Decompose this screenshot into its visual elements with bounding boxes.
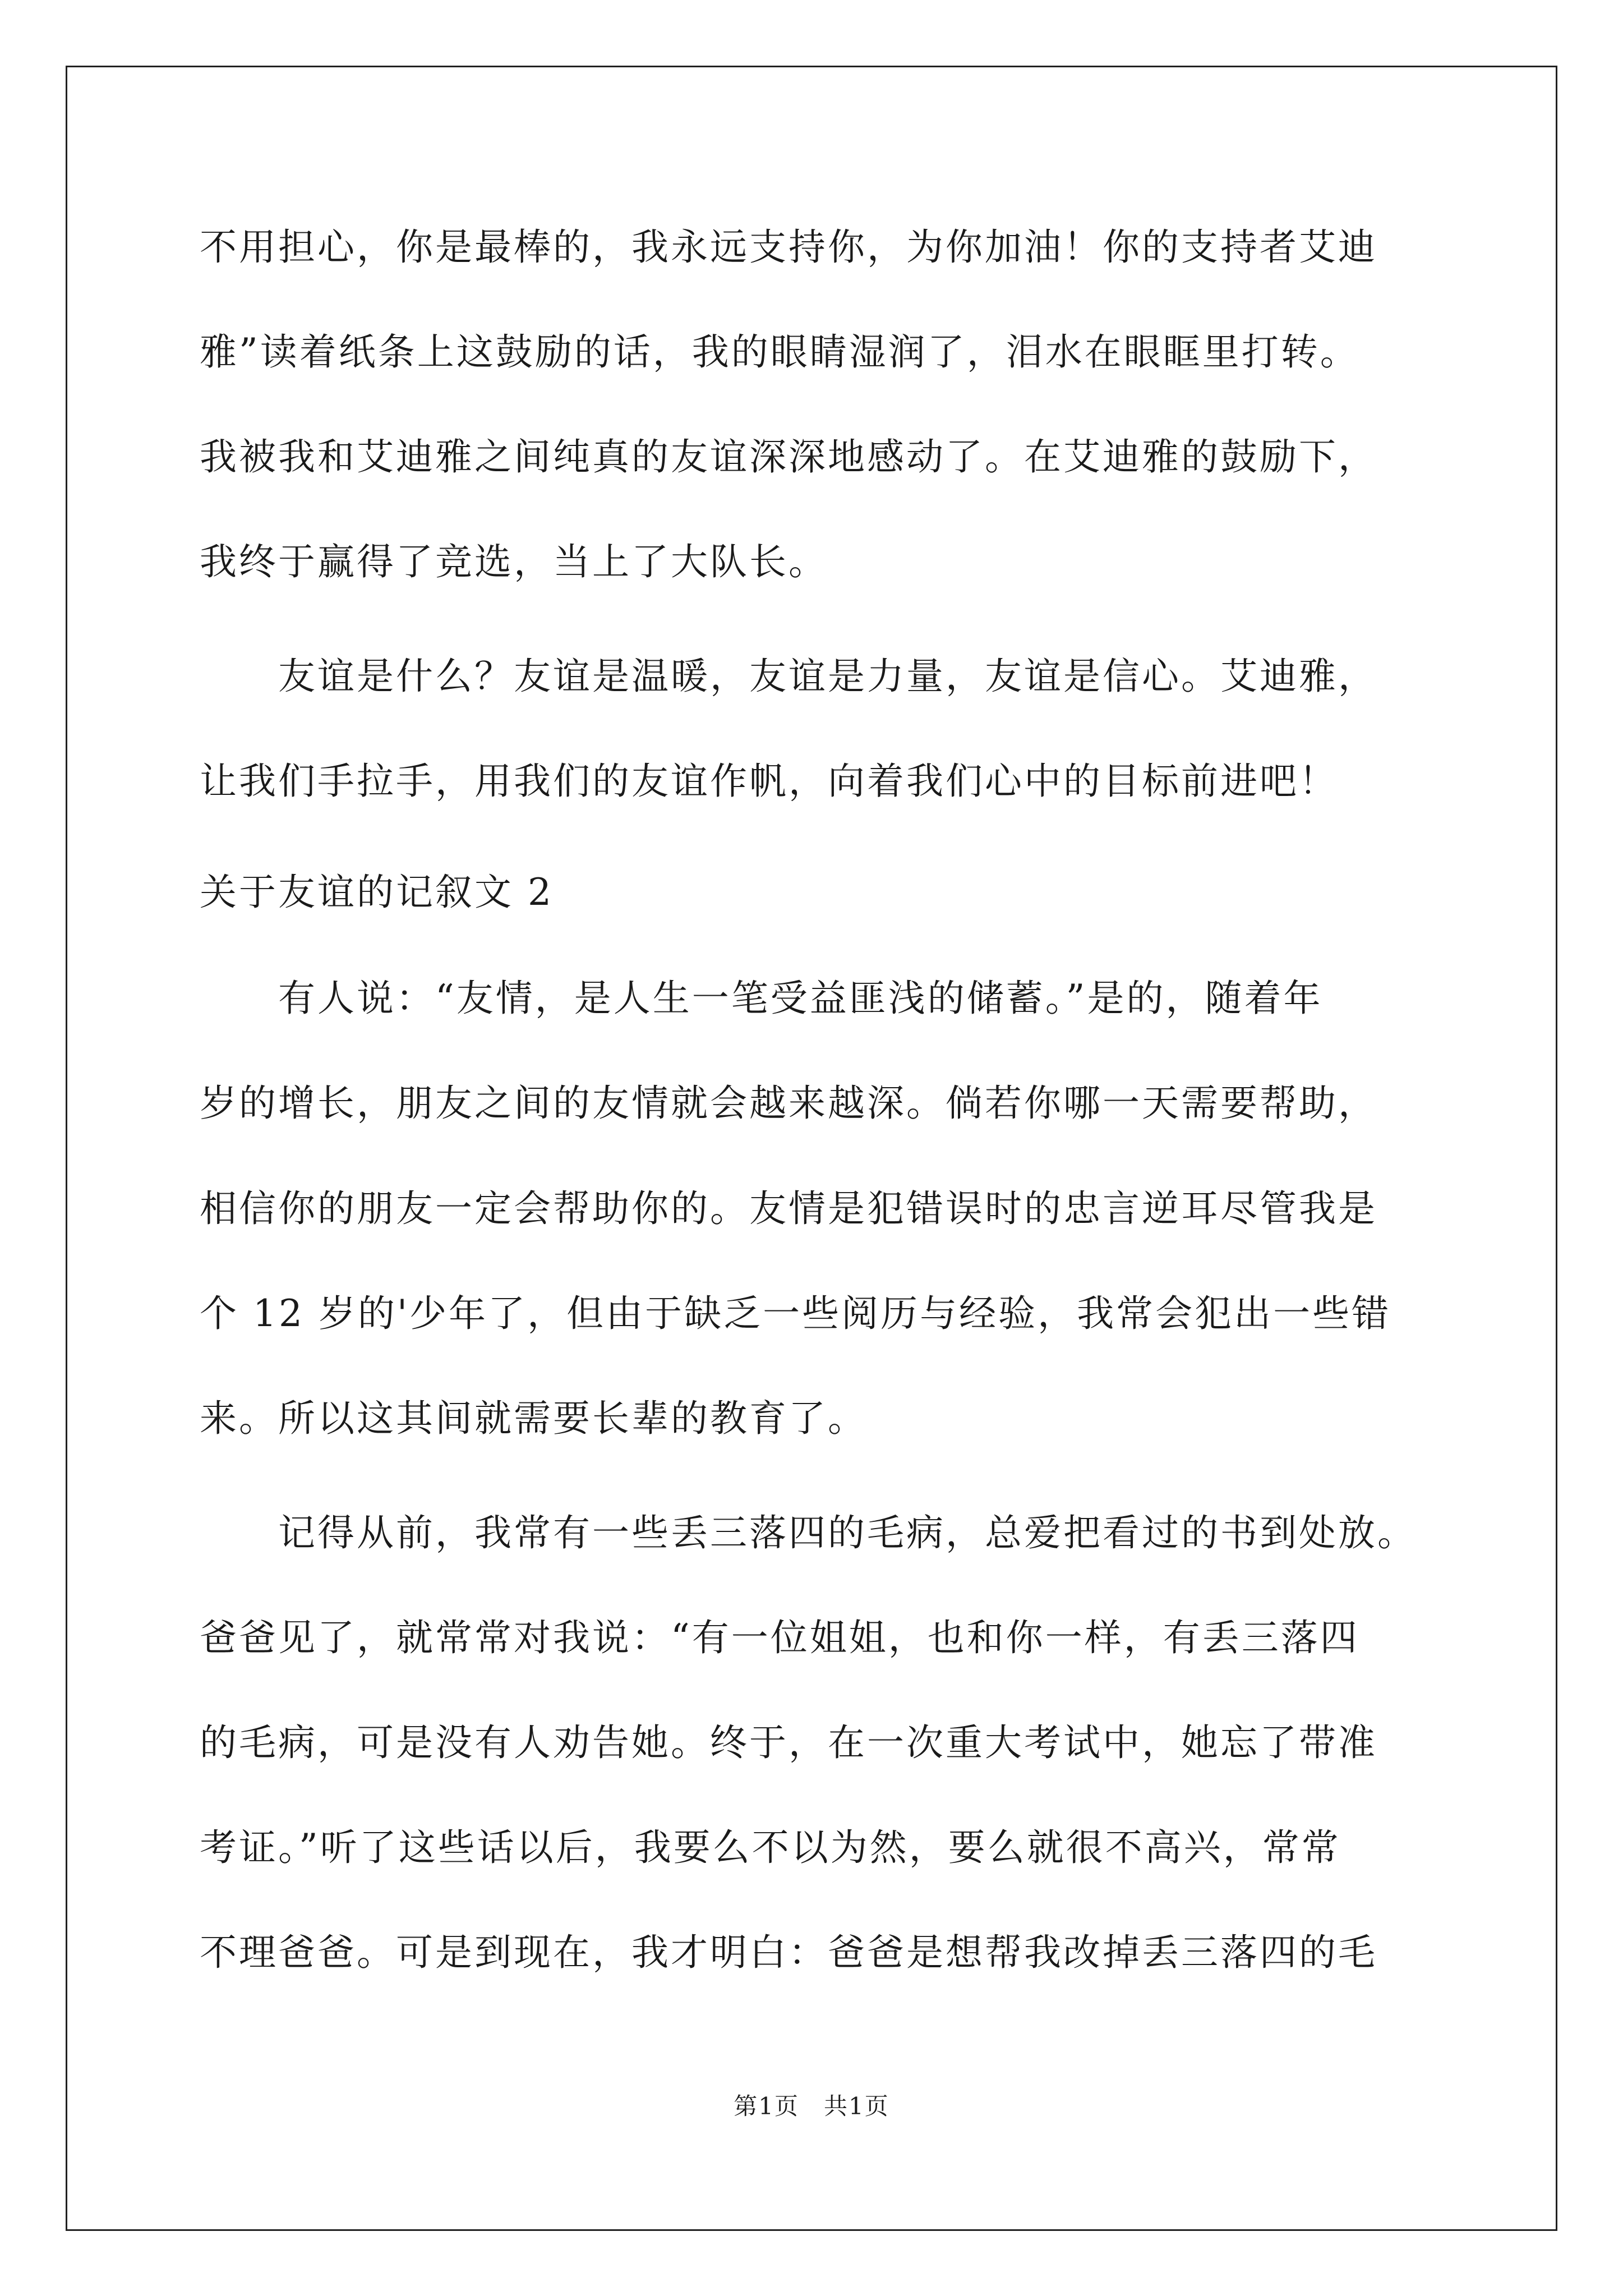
paragraph-1-line-2: 雅”读着纸条上这鼓励的话，我的眼睛湿润了，泪水在眼眶里打转。 bbox=[200, 330, 1359, 374]
paragraph-3-line-3: 相信你的朋友一定会帮助你的。友情是犯错误时的忠言逆耳尽管我是 bbox=[200, 1187, 1377, 1230]
paragraph-4-line-5: 不理爸爸。可是到现在，我才明白：爸爸是想帮我改掉丢三落四的毛 bbox=[200, 1931, 1377, 1974]
paragraph-4-line-4: 考证。”听了这些话以后，我要么不以为然，要么就很不高兴，常常 bbox=[200, 1826, 1341, 1869]
paragraph-1-line-4: 我终于赢得了竞选，当上了大队长。 bbox=[200, 540, 828, 583]
page-border bbox=[66, 66, 1557, 2231]
paragraph-3-line-1: 有人说：“友情，是人生一笔受益匪浅的储蓄。”是的，随着年 bbox=[278, 977, 1323, 1020]
paragraph-1-line-1: 不用担心，你是最棒的，我永远支持你，为你加油！你的支持者艾迪 bbox=[200, 226, 1377, 269]
paragraph-2-line-1: 友谊是什么？友谊是温暖，友谊是力量，友谊是信心。艾迪雅， bbox=[278, 655, 1377, 698]
paragraph-4-line-3: 的毛病，可是没有人劝告她。终于，在一次重大考试中，她忘了带准 bbox=[200, 1721, 1377, 1764]
paragraph-3-line-5: 来。所以这其间就需要长辈的教育了。 bbox=[200, 1397, 867, 1440]
paragraph-2-line-2: 让我们手拉手，用我们的友谊作帆，向着我们心中的目标前进吧！ bbox=[200, 760, 1338, 803]
page-number-footer: 第1页 共1页 bbox=[734, 2092, 889, 2120]
paragraph-1-line-3: 我被我和艾迪雅之间纯真的友谊深深地感动了。在艾迪雅的鼓励下， bbox=[200, 435, 1377, 478]
paragraph-4-line-2: 爸爸见了，就常常对我说：“有一位姐姐，也和你一样，有丢三落四 bbox=[200, 1616, 1359, 1659]
paragraph-3-line-4: 个 12 岁的'少年了，但由于缺乏一些阅历与经验，我常会犯出一些错 bbox=[200, 1292, 1391, 1335]
section-heading: 关于友谊的记叙文 2 bbox=[200, 871, 554, 914]
paragraph-3-line-2: 岁的增长，朋友之间的友情就会越来越深。倘若你哪一天需要帮助， bbox=[200, 1082, 1377, 1125]
paragraph-4-line-1: 记得从前，我常有一些丢三落四的毛病，总爱把看过的书到处放。 bbox=[278, 1511, 1417, 1554]
